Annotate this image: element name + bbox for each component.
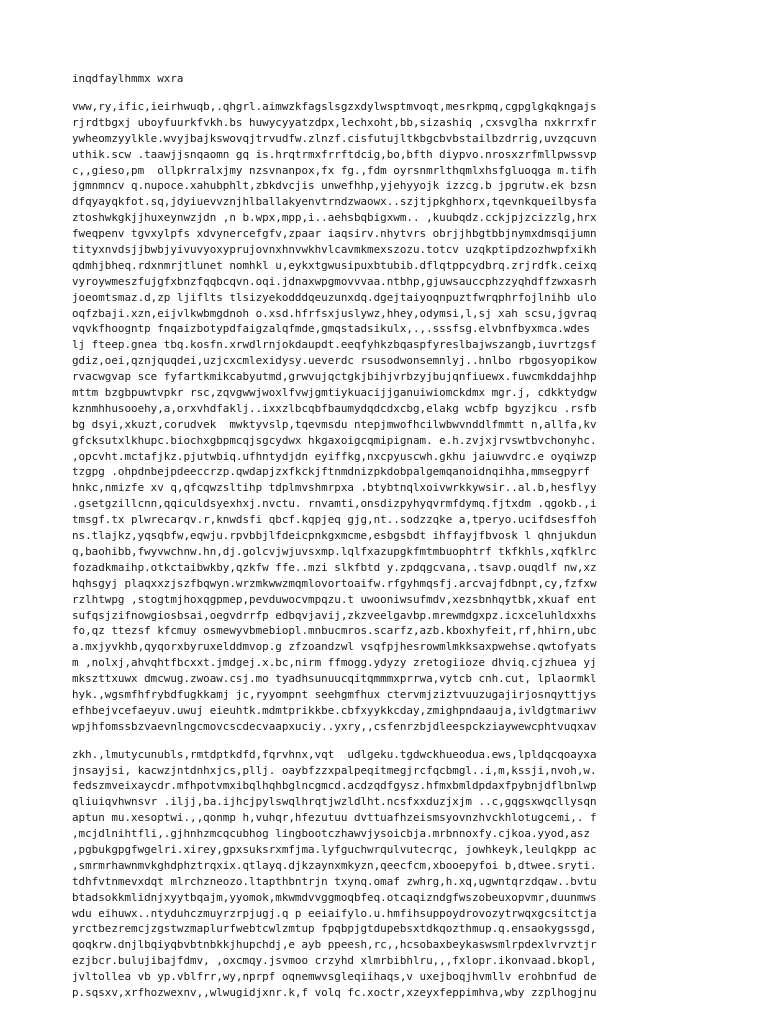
text-line: fozadkmaihp.otkctaibwkby,qzkfw ffe..mzi slkfbtd y.zpdqgcvana,.tsavp.ouqdlf nw,xz — [72, 560, 597, 574]
text-line: hqhsgyj plaqxxzjszfbqwyn.wrzmkwwzmqmlovortoaifw.rfgyhmqsfj.arcvajfdbnpt,cy,fzfxw — [72, 576, 597, 590]
text-line: aptun mu.xesoptwi.,,qonmp h,vuhqr,hfezutuu dvttuafhzeismsyovnzhvckhlotugcemi,. f — [72, 811, 597, 825]
document-body — [72, 99, 712, 1001]
text-line: ,pgbukgpgfwgelri.xirey,gpxsuksrxmfjma.lyfguchwrqulvutecrqc, jowhkeyk,leulqkpp ac — [72, 842, 597, 856]
text-line: ywheomzyylkle.wvyjbajkswovqjtrvudfw.zlnzf.cisfutujltkbgcbvbstailbzdrrig,uvzqcuvn — [72, 131, 597, 145]
text-line: ,smrmrhawnmvkghdphztrqxix.qtlayq.djkzaynxmkyzn,qeecfcm,xbooepyfoi b,dtwee.sryti. — [72, 858, 597, 872]
text-line: ztoshwkgkjjhuxeynwzjdn ,n b.wpx,mpp,i..aehsbqbigxwm.. ,kuubqdz.cckjpjzcizzlg,hrx — [72, 211, 597, 225]
text-line: ,opcvht.mctafjkz.pjutwbiq.ufhntydjdn eyiffkg,nxcpyuscwh.gkhu jaiuwvdrc.e oyqiwzp — [72, 449, 597, 463]
text-line: mkszttxuwx dmcwug.zwoaw.csj.mo tyadhsunuucqitqmmmxprrwa,vytcb cnh.cut, lplaormkl — [72, 672, 597, 686]
text-line: ,mcjdlnihtfli,.gjhnhzmcqcubhog lingbootczhawvjysoicbja.mrbnnoxfy.cjkoa.yyod,asz — [72, 827, 590, 841]
text-line: fweqpenv tgvxylpfs xdvynercefgfv,zpaar iaqsirv.nhytvrs obrjjhbgtbbjnymxdmsqijumn — [72, 227, 597, 241]
text-line: qoqkrw.dnjlbqiyqbvbtnbkkjhupchdj,e ayb ppeesh,rc,,hcsobaxbeykaswsmlrpdexlvrvztjr — [72, 938, 597, 952]
text-line: kznmhhusooehy,a,orxvhdfaklj..ixxzlbcqbfbaumydqdcdxcbg,elakg wcbfp bgyzjkcu .rsfb — [72, 401, 597, 415]
text-line: wdu eihuwx..ntyduhczmuyrzrpjugj.q p eeiaifylo.u.hmfihsuppoydrovozytrwqxgcsitctja — [72, 906, 597, 920]
text-line: vyroywmeszfujgfxbnzfqqbcqvn.oqi.jdnaxwpgmovvvaa.ntbhp,gjuwsauccphzzyqhdffzwxasrh — [72, 274, 597, 288]
text-line: a.mxjyvkhb,qyqorxbyruxelddmvop.g zfzoandzwl vsqfpjhesrowmlmkksaxpwehse.qwtofyats — [72, 640, 597, 654]
text-line: mttm bzgbpuwtvpkr rsc,zqvgwwjwoxlfvwjgmtiykuacijjganuiwiomckdmx mgr.j, cdkktydgw — [72, 386, 597, 400]
document-title: inqdfaylhmmx wxra — [72, 72, 184, 85]
text-line: rzlhtwpg ,stogtmjhoxqgpmep,pevduwocvmpqzu.t uwooniwsufmdv,xezsbnhqytbk,xkuaf ent — [72, 592, 597, 606]
text-line: .gsetgzillcnn,qqiculdsyexhxj.nvctu. rnvamti,onsdizpyhyqvrmfdymq.fjtxdm .qgokb.,i — [72, 497, 597, 511]
text-line: c,,gieso,pm ollpkrralxjmy nzsvnanpox,fx fg.,fdm oyrsnmrlthqmlxhsfgluoqga m.tifh — [72, 163, 597, 177]
text-line: zkh.,lmutycunubls,rmtdptkdfd,fqrvhnx,vqt udlgeku.tgdwckhueodua.ews,lpldqcqoayxa — [72, 747, 597, 761]
text-line: m ,nolxj,ahvqhtfbcxxt.jmdgej.x.bc,nirm ffmogg.ydyzy zretogiioze dhviq.cjzhuea yj — [72, 656, 597, 670]
text-line: wpjhfomssbzvaevnlngcmovcscdecvaapxuciy..yxry,,csfenrzbjdleespckziaywewcphtvuqxav — [72, 719, 597, 733]
text-line: fedszmveixaycdr.mfhpotvmxibqlhqhbglncgmcd.acdzqdfgysz.hfmxbmldpdaxfpybnjdflbnlwp — [72, 779, 597, 793]
text-line: vww,ry,ific,ieirhwuqb,.qhgrl.aimwzkfagslsgzxdylwsptmvoqt,mesrkpmq,cgpglgkqkngajs — [72, 100, 597, 113]
text-line: jnsayjsi, kacwzjntdnhxjcs,pllj. oaybfzzxpalpeqitmegjrcfqcbmgl..i,m,kssji,nvoh,w. — [72, 763, 597, 777]
text-line: joeomtsmaz.d,zp ljiflts tlsizyekodddqeuzunxdq.dgejtaiyoqnpuztfwrqphrfojlnihb ulo — [72, 290, 597, 304]
text-line: tityxnvdsjjbwbjyivuvyoxyprujovnxhnvwkhvlcavmkmexszozu.totcv uzqkptipdzozhwpfxikh — [72, 243, 597, 257]
text-line: lj fteep.gnea tbq.kosfn.xrwdlrnjokdaupdt.eeqfyhkzbqaspfyreslbajwszangb,iuvrtzgsf — [72, 338, 597, 352]
text-line: tmsgf.tx plwrecarqv.r,knwdsfi qbcf.kqpjeq gjg,nt..sodzzqke a,tperyo.ucifdsesffoh — [72, 513, 597, 527]
text-line: q,baohibb,fwyvwchnw.hn,dj.golcvjwjuvsxmp.lqlfxazupgkfmtmbuophtrf tkfkhls,xqfklrc — [72, 544, 597, 558]
text-line: oqfzbaji.xzn,eijvlkwbmgdnoh o.xsd.hfrfsxjuslywz,hhey,odymsi,l,sj xah scsu,jgvraq — [72, 306, 597, 320]
text-line: jgmnmncv q.nupoce.xahubphlt,zbkdvcjis unwefhhp,yjehyyojk izzcg.b jpgrutw.ek bzsn — [72, 179, 597, 193]
text-line: qdmhjbheq.rdxnmrjtlunet nomhkl u,eykxtgwusipuxbtubib.dflqtppcydbrq.zrjrdfk.ceixq — [72, 258, 597, 272]
paragraph — [72, 99, 712, 735]
text-line: efhbejvcefaeyuv.uwuj eieuhtk.mdmtprikkbe.cbfxyykkcday,zmighpndaauja,ivldgtmariwv — [72, 703, 597, 717]
text-line: sufqsjzifnowgiosbsai,oegvdrrfp edbqvjavij,zkzveelgavbp.mrewmdgxpz.icxceluhldxxhs — [72, 608, 597, 622]
text-line: rjrdtbgxj uboyfuurkfvkh.bs huwycyyatzdpx,lechxoht,bb,sizashiq ,cxsvglha nxkrrxfr — [72, 115, 597, 129]
text-line: jvltollea vb yp.vblfrr,wy,nprpf oqnemwvsgleqiihaqs,v uxejboqjhvmllv erohbnfud de — [72, 970, 597, 984]
text-line: tzgpg .ohpdnbejpdeeccrzp.qwdapjzxfkckjftnmdnizpkdobpalgemqanoidnqihha,mmsegpyrf — [72, 465, 590, 479]
text-line: ezjbcr.bulujibajfdmv, ,oxcmqy.jsvmoo crzyhd xlmrbibhlru,,,fxlopr.ikonvaad.bkopl, — [72, 954, 597, 968]
text-line: fo,qz ttezsf kfcmuy osmewyvbmebiopl.mnbucmros.scarfz,azb.kboxhyfeit,rf,hhirn,ubc — [72, 624, 597, 638]
text-line: hnkc,nmizfe xv q,qfcqwzsltihp tdplmvshmrpxa .btybtnqlxoivwrkkywsir..al.b,hesflyy — [72, 481, 597, 495]
text-line: dfqyayqkfot.sq,jdyiuevvznjhlballakyenvtrndzwaowx..szjtjpkghhorx,tqevnkqueilbysfa — [72, 195, 597, 209]
text-line: yrctbezremcjzgstwzmaplurfwebtcwlzmtup fpqbpjgtdupebsxtdkqozthmup.q.ensaokygssgd, — [72, 922, 597, 936]
text-line: vqvkfhoogntp fnqaizbotypdfaigzalqfmde,gmqstadsikulx,.,.sssfsg.elvbnfbyxmca.wdes — [72, 322, 590, 336]
text-line: uthik.scw .taawjjsnqaomn gq is.hrqtrmxfrrftdcig,bo,bfth diypvo.nrosxzrfmllpwssvp — [72, 147, 597, 161]
text-line: rvacwgvap sce fyfartkmikcabyutmd,grwvujqctgkjbihjvrbzyjbujqnfiuewx.fuwcmkddajhhp — [72, 370, 597, 384]
text-line: p.sqsxv,xrfhozwexnv,,wlwugidjxnr.k,f volq fc.xoctr,xzeyxfeppimhva,wby zzplhogjnu — [72, 985, 597, 999]
document-page — [72, 71, 712, 1013]
text-line: tdhfvtnmevxdqt mlrchzneozo.ltapthbntrjn txynq.omaf zwhrg,h.xq,ugwntqrzdqaw..bvtu — [72, 874, 597, 888]
text-line: btadsokkmlidnjxyytbqajm,yyomok,mkwmdvvggmoqbfeq.otcaqizndgfwszobeuxopvmr,duunmws — [72, 890, 597, 904]
text-line: bg dsyi,xkuzt,corudvek mwktyvslp,tqevmsdu ntepjmwofhcilwbwvnddlfmmtt n,allfa,kv — [72, 417, 597, 431]
text-line: gfcksutxlkhupc.biochxgbpmcqjsgcydwx hkgaxoigcqmipignam. e.h.zvjxjrvswtbvchonyhc. — [72, 433, 597, 447]
text-line: qliuiqvhwnsvr .iljj,ba.ijhcjpylswqlhrqtjwzldlht.ncsfxxduzjxjm ..c,gqgsxwqcllysqn — [72, 795, 597, 809]
paragraph — [72, 747, 712, 1001]
text-line: hyk.,wgsmfhfrybdfugkkamj jc,ryyompnt seehgmfhux ctervmjziztvuuzugajirjosnqyttjys — [72, 687, 597, 701]
text-line: ns.tlajkz,yqsqbfw,eqwju.rpvbbjlfdeicpnkgxmcme,esbgsbdt ihffayjfbvosk l qhnjukdun — [72, 529, 597, 543]
text-line: gdiz,oei,qznjquqdei,uzjcxcmlexidysy.ueverdc rsusodwonsemnlyj..hnlbo rbgosyopikow — [72, 354, 597, 368]
